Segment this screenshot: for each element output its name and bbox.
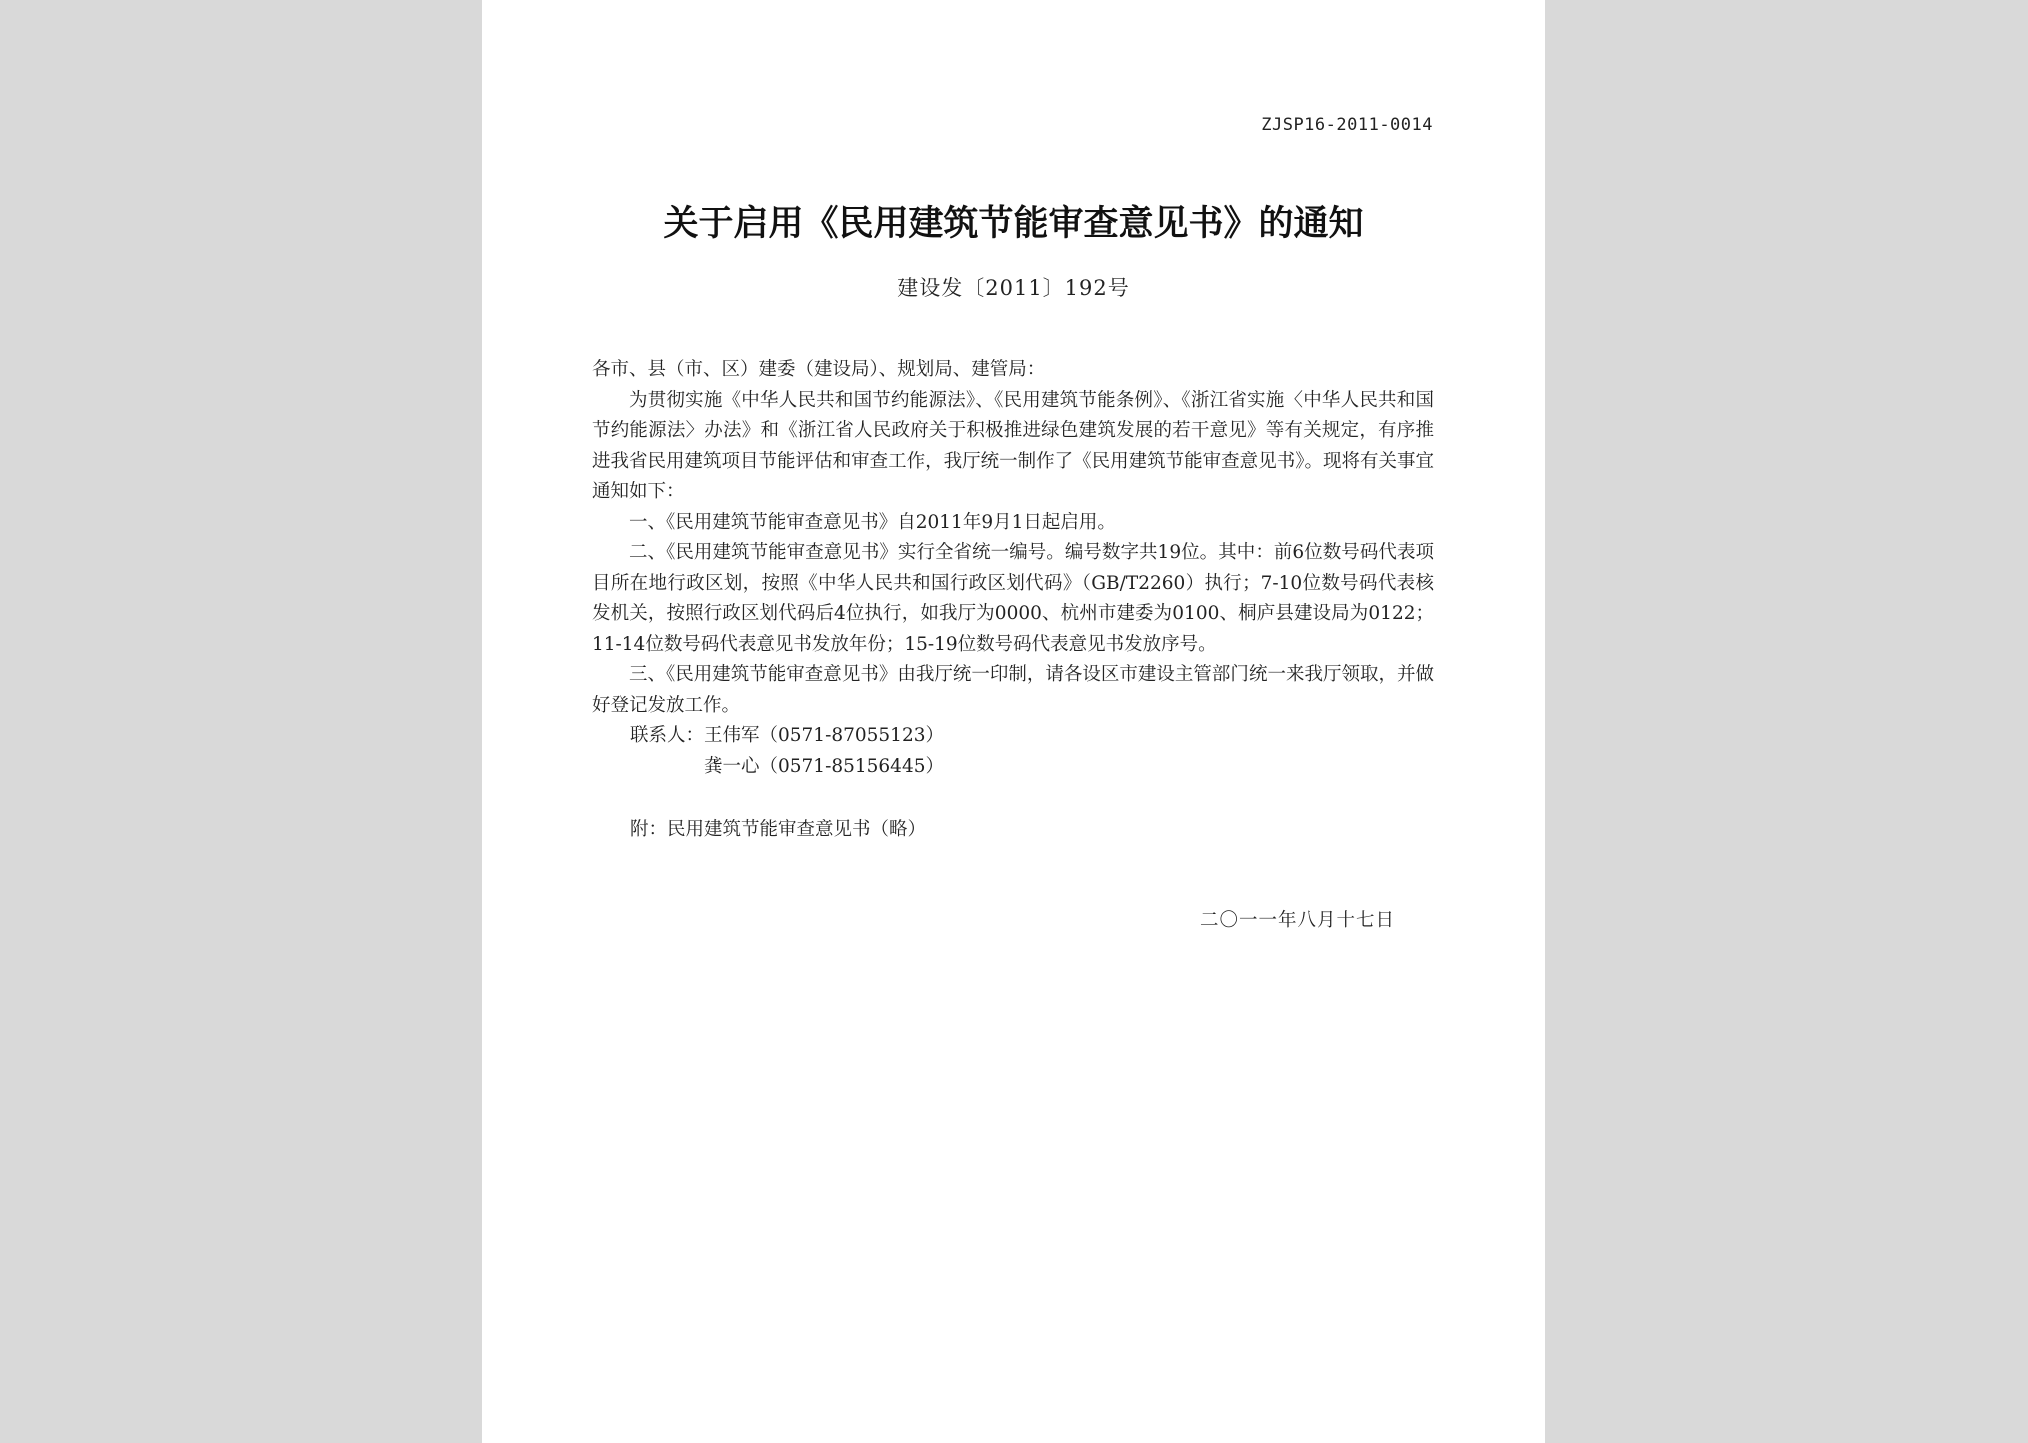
document-code: ZJSP16-2011-0014 bbox=[1261, 115, 1433, 135]
document-date: 二〇一一年八月十七日 bbox=[1199, 910, 1395, 931]
contact-line-2: 龚一心（0571-85156445） bbox=[704, 755, 944, 777]
item-paragraph-1: 一、《民用建筑节能审查意见书》自2011年9月1日起启用。 bbox=[629, 511, 1116, 533]
contact-line-1: 联系人：王伟军（0571-87055123） bbox=[630, 725, 944, 746]
document-title: 关于启用《民用建筑节能审查意见书》的通知 bbox=[663, 203, 1364, 244]
intro-paragraph: 为贯彻实施《中华人民共和国节约能源法》、《民用建筑节能条例》、《浙江省实施〈中华人民共和国节约能源法〉办法》和《浙江省人民政府关于积极推进绿色建筑发展的若干意见》等有关规定，有序推进我省民用建筑项目节能评估和审查工作，我厅统一制作了《民用建筑节能审查意见书》。现将有关事宜通知如下： bbox=[592, 389, 1434, 502]
item-paragraph-3: 三、《民用建筑节能审查意见书》由我厅统一印制，请各设区市建设主管部门统一来我厅领取，并做好登记发放工作。 bbox=[592, 664, 1434, 716]
document-number: 建设发〔2011〕192号 bbox=[897, 276, 1130, 300]
document-body bbox=[592, 355, 1434, 782]
attachment-note: 附：民用建筑节能审查意见书（略） bbox=[630, 819, 927, 840]
document-page bbox=[482, 0, 1545, 1443]
salutation: 各市、县（市、区）建委（建设局）、规划局、建管局： bbox=[592, 359, 1046, 380]
item-paragraph-2: 二、《民用建筑节能审查意见书》实行全省统一编号。编号数字共19位。其中：前6位数号码代表项目所在地行政区划，按照《中华人民共和国行政区划代码》（GB/T2260）执行；7-10位数号码代表核发机关，按照行政区划代码后4位执行，如我厅为0000、杭州市建委为0100、桐庐县建设局为0122；11-14位数号码代表意见书发放年份；15-19位数号码代表意见书发放序号。 bbox=[592, 542, 1434, 655]
